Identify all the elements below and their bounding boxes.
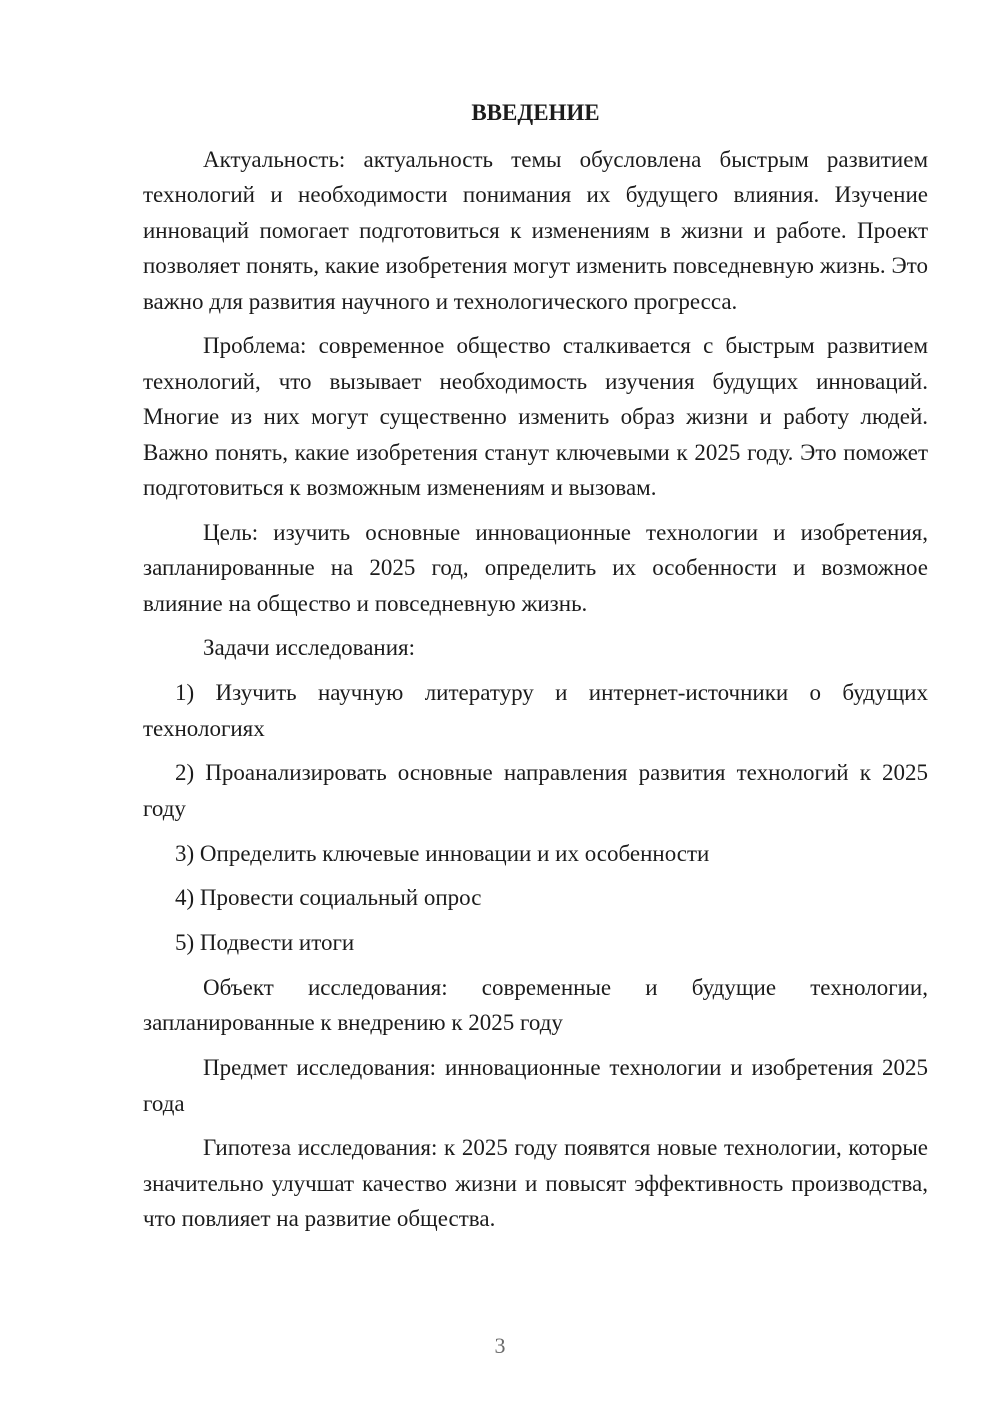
task-item: 5) Подвести итоги xyxy=(175,930,355,956)
section-heading: ВВЕДЕНИЕ xyxy=(471,100,600,125)
task-item: 2) Проанализировать основные направления развития технологий к 2025 году xyxy=(143,760,928,821)
task-item: 4) Провести социальный опрос xyxy=(175,885,482,911)
hypothesis-paragraph: Гипотеза исследования: к 2025 году появятся новые технологии, которые значительно улучшат качество жизни и повысят эффективность производства, что повлияет на развитие общества. xyxy=(143,1135,928,1232)
tasks-title: Задачи исследования: xyxy=(203,635,416,661)
task-item: 3) Определить ключевые инновации и их особенности xyxy=(175,840,710,866)
task-item: 1) Изучить научную литературу и интернет-источники о будущих технологиях xyxy=(143,680,928,741)
problem-paragraph: Проблема: современное общество сталкивается с быстрым развитием технологий, что вызывает необходимость изучения будущих инноваций. Многие из них могут существенно изменить образ жизни и работу людей. Важно понять, какие изобретения станут ключевыми к 2025 году. Это поможет подготовиться к возможным изменениям и вызовам. xyxy=(143,333,928,501)
subject-paragraph: Предмет исследования: инновационные технологии и изобретения 2025 года xyxy=(143,1055,928,1116)
object-paragraph: Объект исследования: современные и будущие технологии, запланированные к внедрению к 2025 году xyxy=(143,975,928,1036)
relevance-paragraph: Актуальность: актуальность темы обусловлена быстрым развитием технологий и необходимости понимания их будущего влияния. Изучение инноваций помогает подготовиться к изменениям в жизни и работе. Проект позволяет понять, какие изобретения могут изменить повседневную жизнь. Это важно для развития научного и технологического прогресса. xyxy=(143,147,928,314)
goal-paragraph: Цель: изучить основные инновационные технологии и изобретения, запланированные на 2025 год, определить их особенности и возможное влияние на общество и повседневную жизнь. xyxy=(143,519,928,616)
page-number: 3 xyxy=(494,1333,506,1358)
page-body xyxy=(143,95,928,1246)
